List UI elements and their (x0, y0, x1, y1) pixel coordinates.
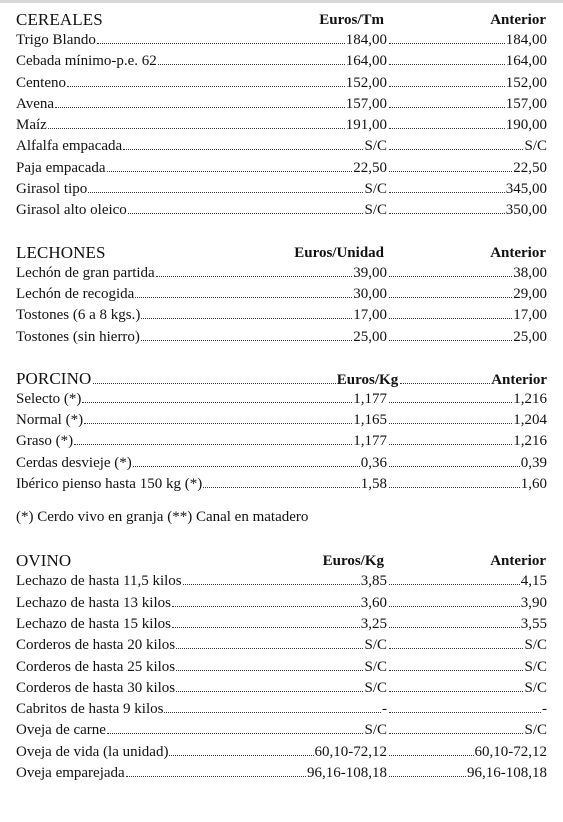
previous-price-cell (387, 329, 547, 346)
current-price-cell (16, 181, 387, 198)
item-name: Corderos de hasta 20 kilos (16, 637, 176, 654)
current-price: S/C (364, 202, 387, 219)
item-name: Girasol tipo (16, 181, 88, 198)
current-price-cell (16, 75, 387, 92)
previous-price-cell (387, 181, 547, 198)
item-name: Ibérico pienso hasta 150 kg (*) (16, 476, 203, 493)
dot-leader (389, 423, 512, 424)
previous-price-cell (387, 722, 547, 739)
dot-leader (389, 213, 505, 214)
item-name: Normal (*) (16, 412, 84, 429)
current-price-cell (16, 307, 387, 324)
dot-leader (389, 192, 505, 193)
previous-header: Anterior (490, 12, 546, 28)
current-price: 164,00 (345, 53, 387, 70)
dot-leader (74, 444, 352, 445)
current-price: S/C (364, 181, 387, 198)
dot-leader (389, 670, 523, 671)
item-name: Graso (*) (16, 433, 74, 450)
previous-price: - (542, 701, 547, 718)
section-cereales (16, 8, 547, 224)
price-row (16, 637, 547, 658)
current-price-cell (16, 722, 387, 739)
previous-price-cell (387, 476, 547, 493)
price-row (16, 412, 547, 433)
dot-leader (389, 627, 520, 628)
dot-leader (172, 606, 360, 607)
dot-leader (389, 276, 512, 277)
item-name: Selecto (*) (16, 390, 82, 407)
previous-price: S/C (524, 679, 547, 696)
dot-leader (169, 755, 313, 756)
price-row (16, 433, 547, 454)
current-price-cell (16, 765, 387, 782)
dot-leader (97, 43, 345, 44)
item-name: Centeno (16, 74, 66, 91)
current-price-cell (16, 117, 387, 134)
previous-price-cell (387, 659, 547, 676)
current-price-cell (16, 455, 387, 472)
previous-price-cell (387, 32, 547, 49)
dot-leader (389, 776, 466, 777)
price-row (16, 455, 547, 476)
current-price-cell (16, 433, 387, 450)
previous-price: 96,16-108,18 (467, 765, 547, 782)
item-name: Cebada mínimo-p.e. 62 (16, 53, 157, 70)
unit-header: Euros/Kg (322, 553, 384, 570)
current-price-cell (16, 573, 387, 590)
current-price-cell (16, 659, 387, 676)
dot-leader (389, 487, 520, 488)
price-row (16, 329, 547, 350)
item-name: Oveja emparejada (16, 765, 125, 782)
price-row (16, 138, 547, 159)
dot-leader (82, 402, 352, 403)
previous-price: 350,00 (505, 202, 547, 219)
current-price-cell (16, 680, 387, 697)
current-price: 152,00 (345, 74, 387, 91)
price-row (16, 53, 547, 74)
dot-leader (55, 107, 345, 108)
current-price: 3,60 (360, 594, 387, 611)
current-price-cell (16, 637, 387, 654)
current-price: 0,36 (360, 454, 387, 471)
price-row (16, 96, 547, 117)
previous-price: 1,60 (520, 476, 547, 493)
previous-price-cell (387, 616, 547, 633)
section-porcino (16, 367, 547, 497)
top-rule (0, 0, 563, 3)
dot-leader (176, 691, 363, 692)
dot-leader (107, 171, 353, 172)
item-name: Maíz (16, 117, 47, 134)
dot-leader (164, 712, 381, 713)
current-price: 1,177 (353, 390, 387, 407)
item-name: Alfalfa empacada (16, 138, 123, 155)
dot-leader (158, 64, 345, 65)
dot-leader (389, 318, 512, 319)
dot-leader (389, 64, 505, 65)
dot-leader (389, 755, 474, 756)
price-row (16, 744, 547, 765)
item-name: Lechazo de hasta 15 kilos (16, 615, 171, 632)
dot-leader (141, 340, 352, 341)
price-row (16, 476, 547, 497)
price-row (16, 616, 547, 637)
dot-leader (141, 318, 352, 319)
price-rows (16, 391, 547, 497)
previous-price-cell (387, 307, 547, 324)
price-list (16, 8, 547, 803)
current-price-cell (16, 391, 387, 408)
previous-price: 1,216 (513, 433, 547, 450)
dot-leader (107, 733, 364, 734)
current-price: 3,85 (360, 573, 387, 590)
section-header (16, 241, 547, 265)
price-row (16, 202, 547, 223)
unit-header: Euros/Kg (336, 371, 399, 388)
current-price-cell (16, 32, 387, 49)
price-row (16, 722, 547, 743)
current-price: 184,00 (345, 32, 387, 48)
previous-price: 29,00 (513, 285, 547, 302)
dot-leader (389, 712, 541, 713)
section-title: LECHONES (16, 242, 106, 262)
previous-price: 17,00 (513, 307, 547, 324)
price-row (16, 659, 547, 680)
previous-price: 184,00 (505, 32, 547, 48)
current-price: 60,10-72,12 (314, 743, 387, 760)
current-price-cell (16, 412, 387, 429)
previous-price: S/C (524, 138, 547, 155)
previous-price: 0,39 (520, 454, 547, 471)
current-price-cell (16, 701, 387, 718)
dot-leader (389, 43, 505, 44)
dot-leader (128, 213, 364, 214)
current-price-cell (16, 138, 387, 155)
price-rows (16, 573, 547, 786)
previous-price: 3,55 (520, 615, 547, 632)
item-name: Lechazo de hasta 11,5 kilos (16, 573, 182, 590)
current-price: 30,00 (353, 285, 387, 302)
current-price-cell (16, 265, 387, 282)
section-header (16, 549, 547, 573)
previous-price-cell (387, 433, 547, 450)
previous-price-cell (387, 595, 547, 612)
previous-price: S/C (524, 658, 547, 675)
previous-price: 190,00 (505, 117, 547, 134)
item-name: Oveja de vida (la unidad) (16, 743, 169, 760)
dot-leader (133, 466, 360, 467)
current-price: S/C (364, 658, 387, 675)
dot-leader (84, 423, 352, 424)
previous-price: S/C (524, 637, 547, 654)
dot-leader (88, 192, 363, 193)
current-price: - (382, 701, 387, 718)
current-price: 157,00 (345, 95, 387, 112)
dot-leader (389, 171, 512, 172)
section-ovino (16, 549, 547, 786)
current-price-cell (16, 744, 387, 761)
current-price-cell (16, 96, 387, 113)
price-row (16, 765, 547, 786)
dot-leader (93, 383, 335, 384)
item-name: Tostones (sin hierro) (16, 328, 140, 345)
section-title: CEREALES (16, 10, 103, 29)
item-name: Girasol alto oleico (16, 202, 127, 219)
price-rows (16, 32, 547, 224)
item-name: Paja empacada (16, 159, 106, 176)
item-name: Lechón de recogida (16, 285, 135, 302)
dot-leader (135, 297, 352, 298)
previous-price: 4,15 (520, 573, 547, 590)
price-row (16, 573, 547, 594)
dot-leader (389, 128, 505, 129)
previous-header: Anterior (490, 244, 546, 261)
price-row (16, 595, 547, 616)
dot-leader (389, 606, 520, 607)
current-price: 22,50 (353, 159, 387, 176)
section-header (16, 367, 547, 391)
previous-price: 60,10-72,12 (474, 743, 547, 760)
current-price: 1,165 (353, 412, 387, 429)
price-row (16, 117, 547, 138)
previous-price-cell (387, 75, 547, 92)
previous-price-cell (387, 96, 547, 113)
item-name: Trigo Blando (16, 32, 96, 48)
previous-price: 38,00 (513, 264, 547, 281)
unit-header: Euros/Unidad (294, 244, 384, 261)
previous-price: 157,00 (505, 95, 547, 112)
item-name: Corderos de hasta 25 kilos (16, 658, 176, 675)
previous-price-cell (387, 391, 547, 408)
item-name: Oveja de carne (16, 722, 106, 739)
previous-price-cell (387, 744, 547, 761)
current-price: 17,00 (353, 307, 387, 324)
item-name: Cabritos de hasta 9 kilos (16, 701, 164, 718)
price-row (16, 265, 547, 286)
price-row (16, 307, 547, 328)
dot-leader (126, 776, 306, 777)
price-row (16, 701, 547, 722)
dot-leader (389, 340, 512, 341)
item-name: Cerdas desvieje (*) (16, 454, 132, 471)
dot-leader (123, 149, 363, 150)
price-row (16, 181, 547, 202)
dot-leader (389, 466, 520, 467)
item-name: Avena (16, 95, 55, 112)
dot-leader (48, 128, 345, 129)
previous-price-cell (387, 53, 547, 70)
current-price-cell (16, 329, 387, 346)
current-price: S/C (364, 637, 387, 654)
current-price-cell (16, 595, 387, 612)
dot-leader (176, 648, 363, 649)
dot-leader (183, 584, 360, 585)
current-price: 3,25 (360, 615, 387, 632)
dot-leader (389, 107, 505, 108)
previous-price: 25,00 (513, 328, 547, 345)
dot-leader (389, 86, 505, 87)
current-price-cell (16, 160, 387, 177)
item-name: Corderos de hasta 30 kilos (16, 679, 176, 696)
current-price-cell (16, 53, 387, 70)
previous-price-cell (387, 117, 547, 134)
previous-price-cell (387, 286, 547, 303)
dot-leader (389, 648, 523, 649)
previous-price: 152,00 (505, 74, 547, 91)
current-price-cell (16, 616, 387, 633)
current-price-cell (16, 476, 387, 493)
item-name: Tostones (6 a 8 kgs.) (16, 307, 141, 324)
dot-leader (67, 86, 345, 87)
price-row (16, 680, 547, 701)
dot-leader (389, 584, 520, 585)
current-price: 96,16-108,18 (307, 765, 387, 782)
previous-price: S/C (524, 722, 547, 739)
item-name: Lechón de gran partida (16, 264, 155, 281)
previous-price-cell (387, 573, 547, 590)
previous-price: 164,00 (505, 53, 547, 70)
current-price: 1,58 (360, 476, 387, 493)
dot-leader (400, 383, 490, 384)
previous-price: 345,00 (505, 181, 547, 198)
current-price: 1,177 (353, 433, 387, 450)
item-name: Lechazo de hasta 13 kilos (16, 594, 171, 611)
current-price: S/C (364, 722, 387, 739)
current-price: 191,00 (345, 117, 387, 134)
previous-price-cell (387, 701, 547, 718)
unit-header: Euros/Tm (319, 12, 384, 28)
section-title: OVINO (16, 551, 72, 571)
dot-leader (389, 149, 523, 150)
current-price: S/C (364, 138, 387, 155)
previous-price-cell (387, 202, 547, 219)
price-row (16, 286, 547, 307)
section-header (16, 8, 547, 32)
previous-price: 1,204 (513, 412, 547, 429)
current-price: 25,00 (353, 328, 387, 345)
previous-header: Anterior (491, 371, 547, 388)
dot-leader (172, 627, 360, 628)
previous-price-cell (387, 265, 547, 282)
price-row (16, 32, 547, 53)
dot-leader (203, 487, 360, 488)
previous-price-cell (387, 412, 547, 429)
previous-price-cell (387, 637, 547, 654)
previous-price-cell (387, 455, 547, 472)
previous-price-cell (387, 160, 547, 177)
section-lechones (16, 241, 547, 350)
current-price-cell (16, 202, 387, 219)
dot-leader (176, 670, 363, 671)
previous-price-cell (387, 680, 547, 697)
current-price: 39,00 (353, 264, 387, 281)
section-title: PORCINO (16, 368, 92, 388)
price-row (16, 160, 547, 181)
dot-leader (389, 444, 512, 445)
dot-leader (389, 402, 512, 403)
previous-price: 1,216 (513, 390, 547, 407)
previous-header: Anterior (490, 553, 546, 570)
price-row (16, 75, 547, 96)
dot-leader (389, 733, 523, 734)
previous-price-cell (387, 765, 547, 782)
previous-price: 3,90 (520, 594, 547, 611)
price-row (16, 391, 547, 412)
footnote: (*) Cerdo vivo en granja (**) Canal en matadero (16, 509, 309, 526)
dot-leader (156, 276, 353, 277)
previous-price: 22,50 (513, 159, 547, 176)
previous-price-cell (387, 138, 547, 155)
price-rows (16, 265, 547, 350)
dot-leader (389, 297, 512, 298)
dot-leader (389, 691, 523, 692)
current-price: S/C (364, 679, 387, 696)
current-price-cell (16, 286, 387, 303)
